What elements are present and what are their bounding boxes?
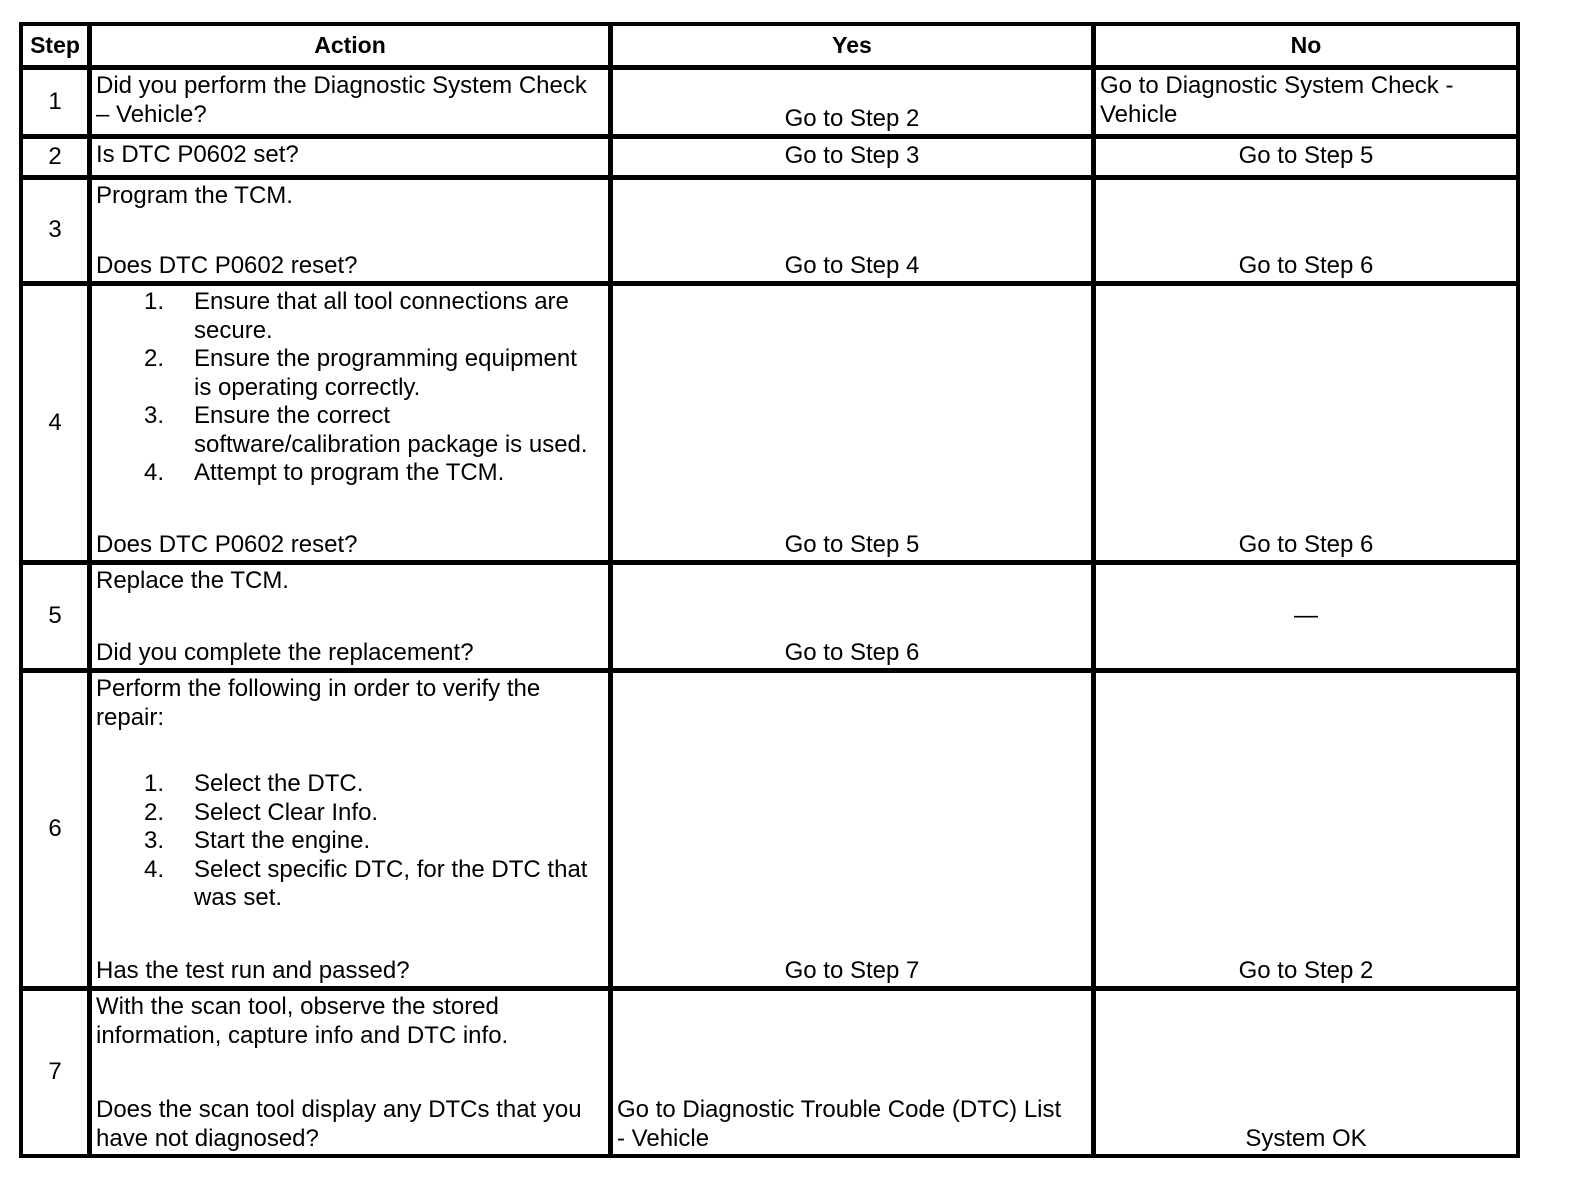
- yes-cell: [613, 673, 1091, 986]
- action-cell: [92, 286, 608, 560]
- step-number: 7: [23, 991, 87, 1154]
- list-text: Attempt to program the TCM.: [194, 459, 505, 486]
- procedure-list: [96, 288, 604, 488]
- list-number: 4.: [143, 855, 164, 883]
- list-number: 3.: [143, 402, 164, 429]
- step-number: 5: [23, 565, 87, 668]
- list-number: 1.: [143, 770, 164, 797]
- diagnostic-table: [19, 22, 1520, 1158]
- action-question: Does DTC P0602 reset?: [96, 251, 358, 279]
- list-text: Ensure the programming equipment: [194, 345, 577, 372]
- action-cell: [92, 180, 608, 281]
- step-number: 3: [23, 180, 87, 281]
- action-question: Did you complete the replacement?: [96, 638, 474, 666]
- action-text: repair:: [96, 703, 165, 731]
- no-result: —: [1294, 601, 1318, 629]
- no-cell: [1096, 139, 1516, 175]
- action-cell: [92, 565, 608, 668]
- action-question: have not diagnosed?: [96, 1124, 319, 1152]
- action-text: Perform the following in order to verify the: [96, 675, 541, 702]
- step-number: 6: [23, 673, 87, 986]
- list-text: was set.: [194, 884, 283, 911]
- yes-result: Go to Step 4: [784, 251, 920, 279]
- yes-result: Go to Step 5: [784, 530, 920, 558]
- yes-result: Go to Step 6: [784, 638, 920, 666]
- no-cell: [1096, 673, 1516, 986]
- no-result: Vehicle: [1100, 100, 1178, 128]
- list-text: software/calibration package is used.: [194, 430, 588, 458]
- action-text: Did you perform the Diagnostic System Check: [96, 72, 587, 99]
- spacer: [96, 732, 604, 770]
- list-text: is operating correctly.: [194, 373, 421, 401]
- list-number: 4.: [143, 459, 164, 486]
- action-text: Is DTC P0602 set?: [96, 141, 299, 168]
- list-text: Start the engine.: [194, 827, 371, 854]
- action-question: Has the test run and passed?: [96, 956, 410, 984]
- header-action: Action: [92, 26, 608, 65]
- list-item: [96, 827, 604, 856]
- list-item: [96, 770, 604, 799]
- yes-cell: [613, 180, 1091, 281]
- yes-result: Go to Diagnostic Trouble Code (DTC) List: [617, 1096, 1062, 1123]
- no-result: Go to Step 6: [1238, 251, 1374, 279]
- list-item: [96, 856, 604, 913]
- no-result: System OK: [1245, 1124, 1367, 1152]
- list-number: 2.: [143, 345, 164, 372]
- step-number: 2: [23, 139, 87, 175]
- yes-result: Go to Step 3: [784, 142, 920, 170]
- procedure-list: [96, 770, 604, 913]
- list-number: 2.: [143, 798, 164, 826]
- header-no: No: [1096, 26, 1516, 65]
- list-number: 1.: [143, 288, 164, 315]
- yes-cell: [613, 139, 1091, 175]
- list-text: Select the DTC.: [194, 770, 364, 797]
- header-yes: Yes: [613, 26, 1091, 65]
- action-text: – Vehicle?: [96, 100, 207, 128]
- action-question: Does DTC P0602 reset?: [96, 530, 358, 558]
- list-item: [96, 799, 604, 828]
- list-text: Select specific DTC, for the DTC that: [194, 855, 588, 883]
- no-cell: [1096, 991, 1516, 1154]
- action-cell: [92, 70, 608, 134]
- list-item: [96, 288, 604, 345]
- yes-result: Go to Step 2: [784, 104, 920, 132]
- yes-result: - Vehicle: [617, 1124, 710, 1152]
- list-item: [96, 459, 604, 488]
- action-cell: [92, 991, 608, 1154]
- list-number: 3.: [143, 827, 164, 854]
- yes-cell: [613, 565, 1091, 668]
- step-number: 1: [23, 70, 87, 134]
- list-text: Ensure that all tool connections are: [194, 288, 569, 315]
- list-text: Select Clear Info.: [194, 798, 379, 826]
- no-cell: [1096, 180, 1516, 281]
- action-text: Program the TCM.: [96, 182, 293, 209]
- no-cell: [1096, 70, 1516, 134]
- action-text: Replace the TCM.: [96, 567, 289, 594]
- header-step: Step: [23, 26, 87, 65]
- no-cell: [1096, 565, 1516, 668]
- list-item: [96, 402, 604, 459]
- list-text: Ensure the correct: [194, 402, 391, 429]
- action-cell: [92, 673, 608, 986]
- action-cell: [92, 139, 608, 175]
- no-result: Go to Step 6: [1238, 530, 1374, 558]
- yes-cell: [613, 991, 1091, 1154]
- no-result: Go to Diagnostic System Check -: [1100, 72, 1454, 99]
- no-cell: [1096, 286, 1516, 560]
- action-text: information, capture info and DTC info.: [96, 1021, 509, 1049]
- step-number: 4: [23, 286, 87, 560]
- yes-cell: [613, 70, 1091, 134]
- no-result: Go to Step 5: [1238, 142, 1374, 170]
- action-question: Does the scan tool display any DTCs that you: [96, 1096, 582, 1123]
- list-text: secure.: [194, 316, 273, 344]
- action-text: With the scan tool, observe the stored: [96, 993, 499, 1020]
- yes-cell: [613, 286, 1091, 560]
- yes-result: Go to Step 7: [784, 956, 920, 984]
- no-result: Go to Step 2: [1238, 956, 1374, 984]
- list-item: [96, 345, 604, 402]
